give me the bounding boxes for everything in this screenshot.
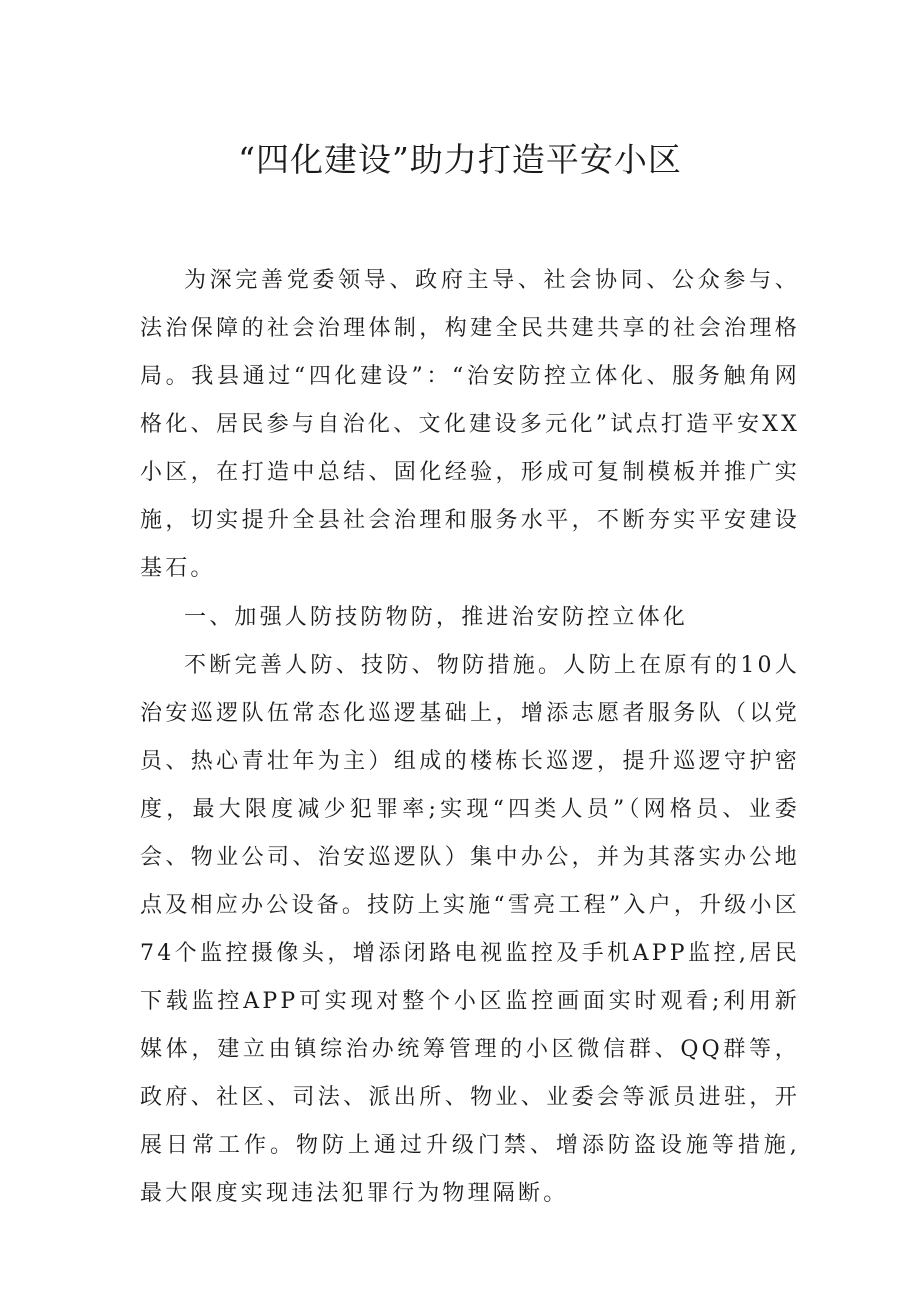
- document-title: “四化建设”助力打造平安小区: [238, 140, 682, 179]
- document-body: [140, 257, 800, 1218]
- intro-paragraph: 为深完善党委领导、政府主导、社会协同、公众参与、法治保障的社会治理体制，构建全民共建共享的社会治理格局。我县通过“四化建设”：“治安防控立体化、服务触角网格化、居民参与自治化、文化建设多元化”试点打造平安XX小区，在打造中总结、固化经验，形成可复制模板并推广实施，切实提升全县社会治理和服务水平，不断夯实平安建设基石。: [140, 268, 800, 581]
- section-heading: 一、加强人防技防物防，推进治安防控立体化: [184, 605, 689, 630]
- section-paragraph: 不断完善人防、技防、物防措施。人防上在原有的10人治安巡逻队伍常态化巡逻基础上，增添志愿者服务队（以党员、热心青壮年为主）组成的楼栋长巡逻，提升巡逻守护密度，最大限度减少犯罪率;实现“四类人员”（网格员、业委会、物业公司、治安巡逻队）集中办公，并为其落实办公地点及相应办公设备。技防上实施“雪亮工程”入户，升级小区74个监控摄像头，增添闭路电视监控及手机APP监控,居民下载监控APP可实现对整个小区监控画面实时观看;利用新媒体，建立由镇综治办统筹管理的小区微信群、QQ群等，政府、社区、司法、派出所、物业、业委会等派员进驻，开展日常工作。物防上通过升级门禁、增添防盗设施等措施,最大限度实现违法犯罪行为物理隔断。: [140, 653, 800, 1206]
